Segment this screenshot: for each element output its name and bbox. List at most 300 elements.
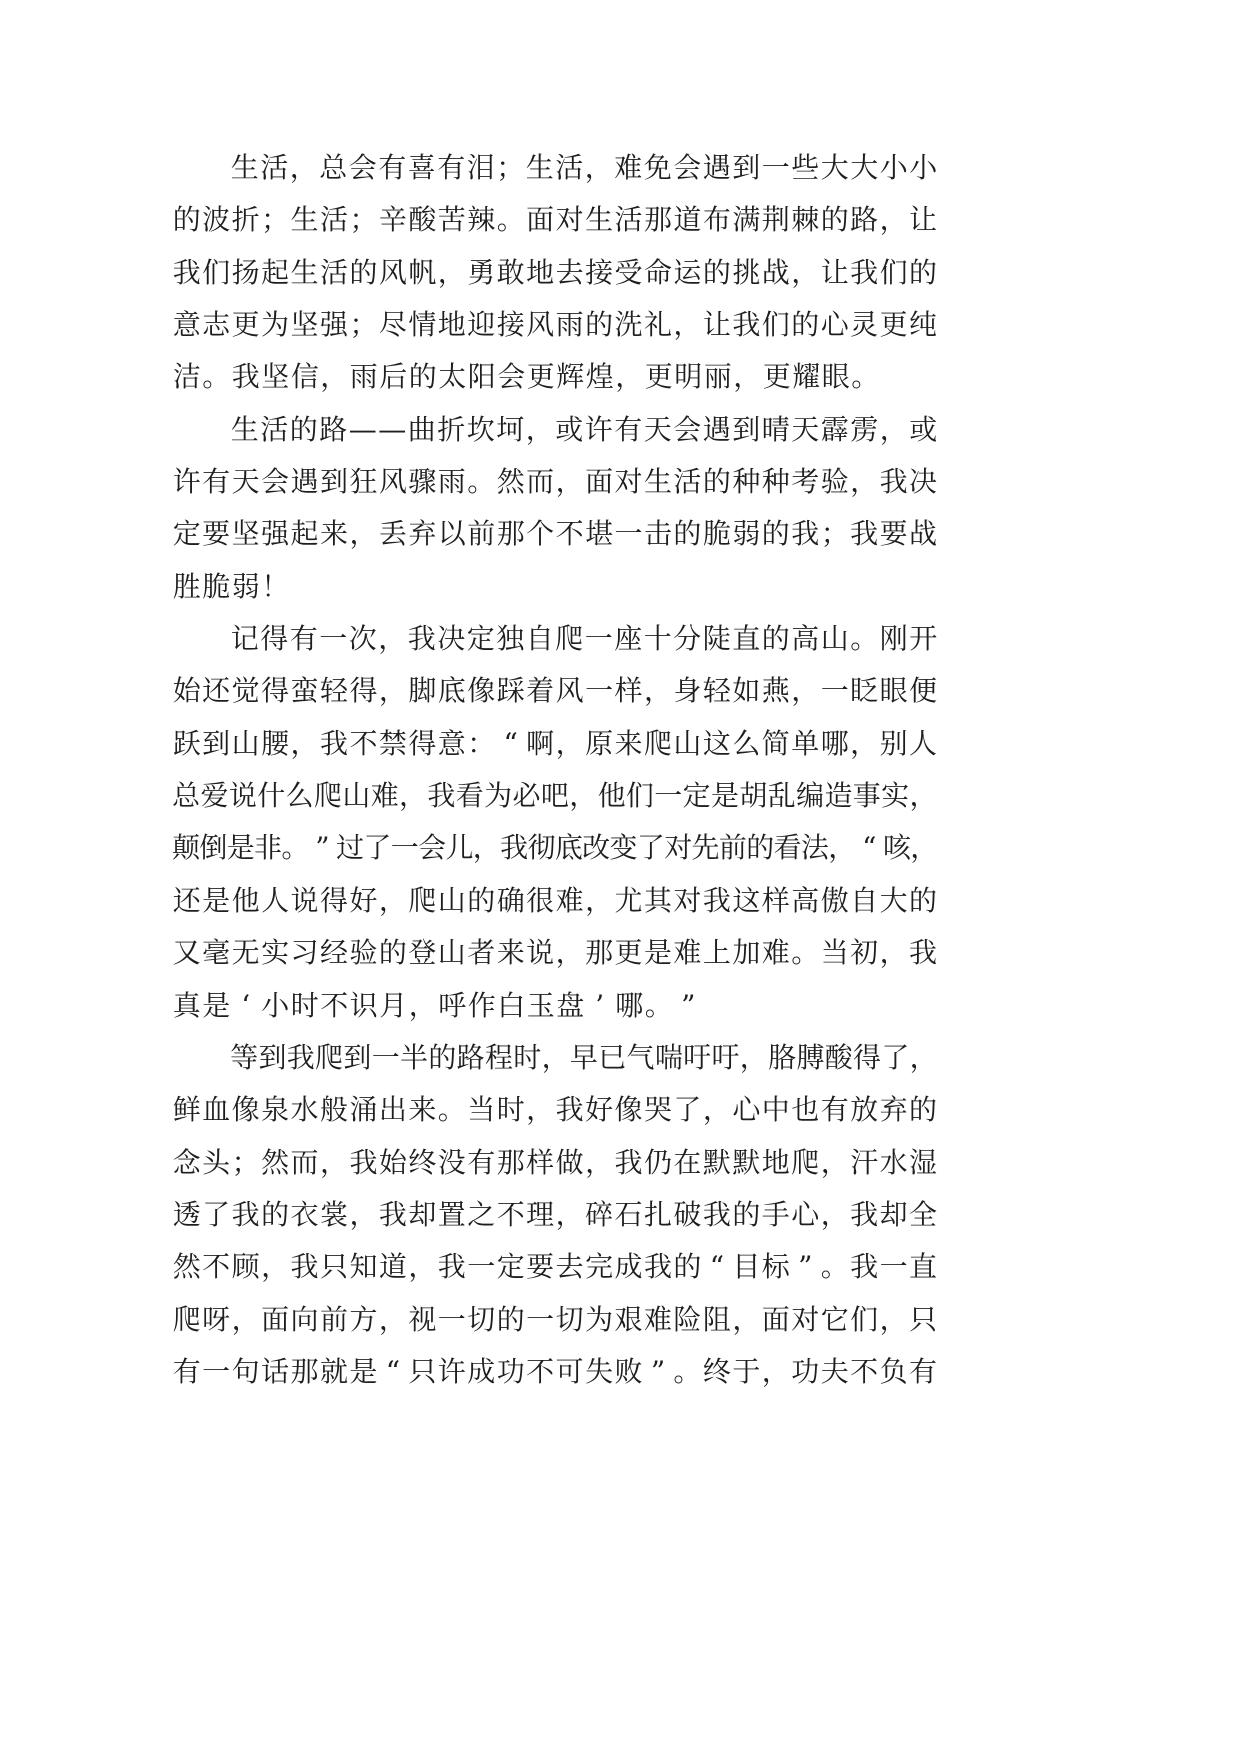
character: 是 [643, 936, 672, 970]
character: 天 [643, 412, 672, 446]
character: 的 [467, 883, 496, 917]
character: 要 [879, 517, 908, 551]
character: 只 [909, 1302, 938, 1336]
character: 总 [319, 151, 348, 184]
character: 破 [673, 1197, 702, 1231]
character: 对 [791, 1302, 820, 1336]
character: 我 [850, 517, 879, 551]
character: 酸 [408, 203, 437, 237]
character: 只 [319, 1250, 348, 1284]
character: 勇 [467, 255, 496, 289]
character: 会 [673, 412, 702, 446]
character: ， [378, 622, 407, 656]
character: 经 [319, 936, 348, 970]
character: ， [541, 1040, 570, 1074]
character: 折 [231, 203, 260, 237]
character: 有 [614, 412, 643, 446]
character: 改 [582, 831, 611, 865]
character: 跃 [172, 726, 201, 760]
character: 了 [363, 831, 392, 865]
character: 。 [851, 360, 880, 394]
character: ， [378, 883, 407, 917]
character: 活 [614, 203, 643, 237]
character: ， [437, 255, 466, 289]
character: 像 [467, 674, 496, 708]
character: 耀 [792, 360, 821, 394]
character: 我 [286, 1040, 315, 1074]
character: 总 [172, 779, 201, 813]
character: 透 [172, 1197, 201, 1231]
character: 得 [260, 622, 289, 656]
character: 编 [796, 779, 825, 813]
character: 有 [820, 1093, 849, 1127]
character: 的 [261, 1197, 290, 1231]
character: 一 [526, 1302, 555, 1336]
character: ， [733, 360, 762, 394]
character: 小 [261, 988, 290, 1022]
character: 纯 [909, 308, 938, 342]
character: 成 [467, 1354, 496, 1388]
character: 许 [172, 465, 201, 499]
character: 了 [636, 831, 665, 865]
character: 毫 [202, 936, 231, 970]
character: 脆 [202, 569, 231, 603]
character: 一 [654, 779, 683, 813]
character: 败 [614, 1354, 643, 1388]
character: 了 [881, 1040, 910, 1074]
character: 有 [378, 151, 407, 184]
character: ， [290, 726, 319, 760]
character: 来 [408, 1093, 437, 1127]
character: 难 [673, 936, 702, 970]
character: 我 [290, 1250, 319, 1284]
character: 得 [261, 674, 290, 708]
character: 这 [702, 726, 731, 760]
character: 单 [791, 726, 820, 760]
character: 我 [909, 936, 938, 970]
character: 尤 [614, 883, 643, 917]
character: 活 [260, 412, 289, 446]
text-line [172, 194, 938, 246]
character: 小 [909, 151, 938, 184]
character: 生 [643, 465, 672, 499]
character: ， [909, 1040, 938, 1074]
character: 意 [437, 726, 466, 760]
character: 没 [437, 1145, 466, 1179]
character: 运 [673, 255, 702, 289]
character: 的 [761, 517, 790, 551]
character: 大 [879, 883, 908, 917]
character: 爬 [791, 1145, 820, 1179]
character: 战 [909, 517, 938, 551]
character: 坎 [466, 412, 495, 446]
character: 碎 [585, 1197, 614, 1231]
character: 程 [484, 1040, 513, 1074]
character: 爬 [313, 779, 342, 813]
character: 么 [285, 779, 314, 813]
character: 对 [614, 465, 643, 499]
character: 生 [290, 255, 319, 289]
character: ， [378, 1302, 407, 1336]
character: 有 [467, 1145, 496, 1179]
character: 的 [428, 1040, 457, 1074]
character: 的 [761, 622, 790, 656]
character: ， [378, 674, 407, 708]
character: 身 [673, 674, 702, 708]
character: 定 [466, 622, 495, 656]
character: ， [408, 1250, 437, 1284]
character: 不 [320, 988, 349, 1022]
character: 一 [584, 622, 613, 656]
character: ， [399, 779, 428, 813]
character: 有 [202, 465, 231, 499]
character: 情 [408, 308, 437, 342]
character: 好 [349, 883, 378, 917]
character: 来 [496, 936, 525, 970]
character: 说 [526, 936, 555, 970]
character: 我 [732, 308, 761, 342]
character: 接 [585, 255, 614, 289]
paragraph-2 [172, 404, 938, 613]
character: 禁 [378, 726, 407, 760]
character: 大 [820, 151, 849, 184]
character: 月 [379, 988, 408, 1022]
character: 我 [850, 1250, 879, 1284]
character: 泪 [466, 151, 495, 184]
character: 的 [791, 308, 820, 342]
character: 会 [348, 151, 377, 184]
character: 们 [202, 255, 231, 289]
character: 到 [732, 151, 761, 184]
character: 者 [467, 936, 496, 970]
character: 作 [467, 988, 496, 1022]
character: 爱 [200, 779, 229, 813]
character: 置 [437, 1197, 466, 1231]
character: 坚 [231, 517, 260, 551]
character: 的 [909, 883, 938, 917]
character: 倒 [199, 831, 228, 865]
character: 志 [202, 308, 231, 342]
character: 地 [526, 255, 555, 289]
character: ” [681, 988, 696, 1022]
character: ” [315, 831, 330, 865]
character: 方 [349, 1302, 378, 1336]
character: 雨 [555, 308, 584, 342]
character: 风 [526, 308, 555, 342]
character: 登 [408, 936, 437, 970]
character: 雳 [850, 412, 879, 446]
character: 功 [496, 1354, 525, 1388]
character: 是 [349, 1354, 378, 1388]
text-line [172, 1189, 938, 1241]
character: 许 [437, 1354, 466, 1388]
text-line [172, 980, 938, 1032]
character: 天 [231, 465, 260, 499]
character: 也 [791, 1093, 820, 1127]
character: 。 [791, 936, 820, 970]
character: 骤 [408, 465, 437, 499]
character: 终 [408, 1145, 437, 1179]
character: ， [643, 674, 672, 708]
character: 。 [437, 1093, 466, 1127]
text-line [172, 718, 938, 770]
character: 来 [614, 726, 643, 760]
character: 阻 [702, 1302, 731, 1336]
character: 我 [172, 255, 201, 289]
character: 玉 [526, 988, 555, 1022]
character: 一 [371, 1040, 400, 1074]
character: 如 [732, 674, 761, 708]
character: 活 [555, 151, 584, 184]
character: 实 [261, 936, 290, 970]
text-line [172, 247, 938, 299]
text-line [172, 456, 938, 508]
text-line [172, 351, 938, 403]
character: 大 [850, 151, 879, 184]
text-line [172, 508, 938, 560]
character: 。 [467, 465, 496, 499]
character: 一 [614, 517, 643, 551]
text-line [172, 561, 938, 613]
character: 的 [702, 255, 731, 289]
character: 默 [732, 1145, 761, 1179]
character: 要 [526, 1250, 555, 1284]
character: 风 [378, 465, 407, 499]
character: 早 [569, 1040, 598, 1074]
character: 出 [378, 1093, 407, 1127]
character: ， [319, 1145, 348, 1179]
character: 喘 [654, 1040, 683, 1074]
character: 全 [909, 1197, 938, 1231]
character: 要 [202, 517, 231, 551]
character: 的 [585, 308, 614, 342]
character: 艰 [614, 1302, 643, 1336]
character: 我 [702, 1197, 731, 1231]
character: 很 [526, 883, 555, 917]
character: 决 [437, 622, 466, 656]
character: 不 [850, 1354, 879, 1388]
character: 晴 [761, 412, 790, 446]
character: 荆 [761, 203, 790, 237]
character: ， [555, 726, 584, 760]
character: ， [761, 1354, 790, 1388]
character: 习 [290, 936, 319, 970]
character: 扬 [231, 255, 260, 289]
character: 得 [853, 1040, 882, 1074]
character: 地 [437, 308, 466, 342]
character: 轻 [319, 674, 348, 708]
character: 面 [526, 203, 555, 237]
character: 水 [290, 1093, 319, 1127]
text-line [172, 927, 938, 979]
character: 生 [230, 151, 259, 184]
character: 扎 [643, 1197, 672, 1231]
character: 在 [673, 1145, 702, 1179]
character: 有 [437, 151, 466, 184]
character: 时 [290, 988, 319, 1022]
character: 简 [761, 726, 790, 760]
character: 好 [585, 1093, 614, 1127]
character: 就 [319, 1354, 348, 1388]
character: 煌 [585, 360, 614, 394]
character: 爬 [643, 726, 672, 760]
character: 过 [336, 831, 365, 865]
character: 面 [261, 1302, 290, 1336]
character: 然 [172, 1250, 201, 1284]
character: ， [231, 1302, 260, 1336]
character: ， [525, 412, 554, 446]
character: 原 [585, 726, 614, 760]
character: 心 [791, 1197, 820, 1231]
character: 有 [289, 622, 318, 656]
character: 盘 [556, 988, 585, 1022]
character: 更 [231, 308, 260, 342]
character: 一 [879, 1250, 908, 1284]
character: 挑 [732, 255, 761, 289]
character: 我 [349, 1145, 378, 1179]
character: 一 [437, 1302, 466, 1336]
character: ， [555, 1197, 584, 1231]
character: 许 [584, 412, 613, 446]
text-line [172, 299, 938, 351]
character: 着 [526, 674, 555, 708]
character: ： [467, 726, 496, 760]
character: 我 [231, 1197, 260, 1231]
character: 石 [614, 1197, 643, 1231]
character: 血 [202, 1093, 231, 1127]
character: 太 [438, 360, 467, 394]
character: 洁 [172, 360, 201, 394]
character: 生 [585, 203, 614, 237]
character: 险 [673, 1302, 702, 1336]
character: 考 [791, 465, 820, 499]
character: 开 [909, 622, 938, 656]
character: 当 [820, 936, 849, 970]
character: 可 [555, 1354, 584, 1388]
character: ， [850, 465, 879, 499]
character: 后 [379, 360, 408, 394]
character: 眼 [879, 674, 908, 708]
character: 我 [500, 831, 529, 865]
character: 坚 [261, 360, 290, 394]
character: 变 [609, 831, 638, 865]
character: 人 [909, 726, 938, 760]
character: ， [349, 1197, 378, 1231]
character: 实 [881, 779, 910, 813]
character: 辛 [378, 203, 407, 237]
character: 路 [456, 1040, 485, 1074]
character: 底 [554, 831, 583, 865]
character: 咳 [882, 831, 911, 865]
character: 然 [496, 465, 525, 499]
character: ， [791, 255, 820, 289]
character: 的 [732, 1197, 761, 1231]
character: 加 [732, 936, 761, 970]
character: 坚 [290, 308, 319, 342]
character: ， [569, 779, 598, 813]
character: 会 [261, 465, 290, 499]
character: 命 [643, 255, 672, 289]
character: 难 [614, 151, 643, 184]
character: 一 [585, 674, 614, 708]
character: 向 [290, 1302, 319, 1336]
character: 路 [319, 412, 348, 446]
character: 吁 [683, 1040, 712, 1074]
character: 负 [879, 1354, 908, 1388]
character: 尽 [378, 308, 407, 342]
character: 对 [555, 203, 584, 237]
character: ， [732, 1302, 761, 1336]
character: 是 [202, 883, 231, 917]
character: 夫 [820, 1354, 849, 1388]
text-line [172, 665, 938, 717]
character: 遇 [290, 465, 319, 499]
character: 起 [261, 255, 290, 289]
character: 始 [378, 1145, 407, 1179]
text-line [172, 770, 938, 822]
character: 一 [467, 1250, 496, 1284]
character: 而 [290, 1145, 319, 1179]
character: 说 [228, 779, 257, 813]
character: 霹 [820, 412, 849, 446]
character: 切 [467, 1302, 496, 1336]
character: 那 [496, 517, 525, 551]
character: 脆 [702, 517, 731, 551]
text-line [172, 1137, 938, 1189]
character: 路 [850, 203, 879, 237]
character: 了 [202, 1197, 231, 1231]
character: 前 [467, 517, 496, 551]
character: 或 [555, 412, 584, 446]
character: 弱 [732, 517, 761, 551]
character: ； [231, 1145, 260, 1179]
character: 理 [526, 1197, 555, 1231]
character: 已 [598, 1040, 627, 1074]
character: 前 [718, 831, 747, 865]
character: ！ [261, 569, 290, 603]
character: ， [791, 674, 820, 708]
text-line [230, 613, 938, 665]
character: 面 [761, 1302, 790, 1336]
character: 初 [850, 936, 879, 970]
text-line [230, 142, 938, 194]
character: “ [709, 1250, 725, 1284]
character: 却 [879, 1197, 908, 1231]
character: ； [496, 151, 525, 184]
character: 明 [674, 360, 703, 394]
character: 折 [437, 412, 466, 446]
character: ， [584, 151, 613, 184]
character: 是 [202, 988, 231, 1022]
character: 爬 [172, 1302, 201, 1336]
character: 泉 [261, 1093, 290, 1127]
character: 顾 [231, 1250, 260, 1284]
character: 弃 [408, 517, 437, 551]
character: 的 [909, 255, 938, 289]
character: 记 [230, 622, 259, 656]
character: 座 [614, 622, 643, 656]
character: 这 [732, 883, 761, 917]
character: 我 [879, 465, 908, 499]
character: 的 [673, 1250, 702, 1284]
character: ， [615, 360, 644, 394]
character: 更 [762, 360, 791, 394]
character: 不 [349, 726, 378, 760]
character: ， [879, 412, 908, 446]
character: 地 [761, 1145, 790, 1179]
character: 前 [319, 1302, 348, 1336]
character: 山 [820, 622, 849, 656]
